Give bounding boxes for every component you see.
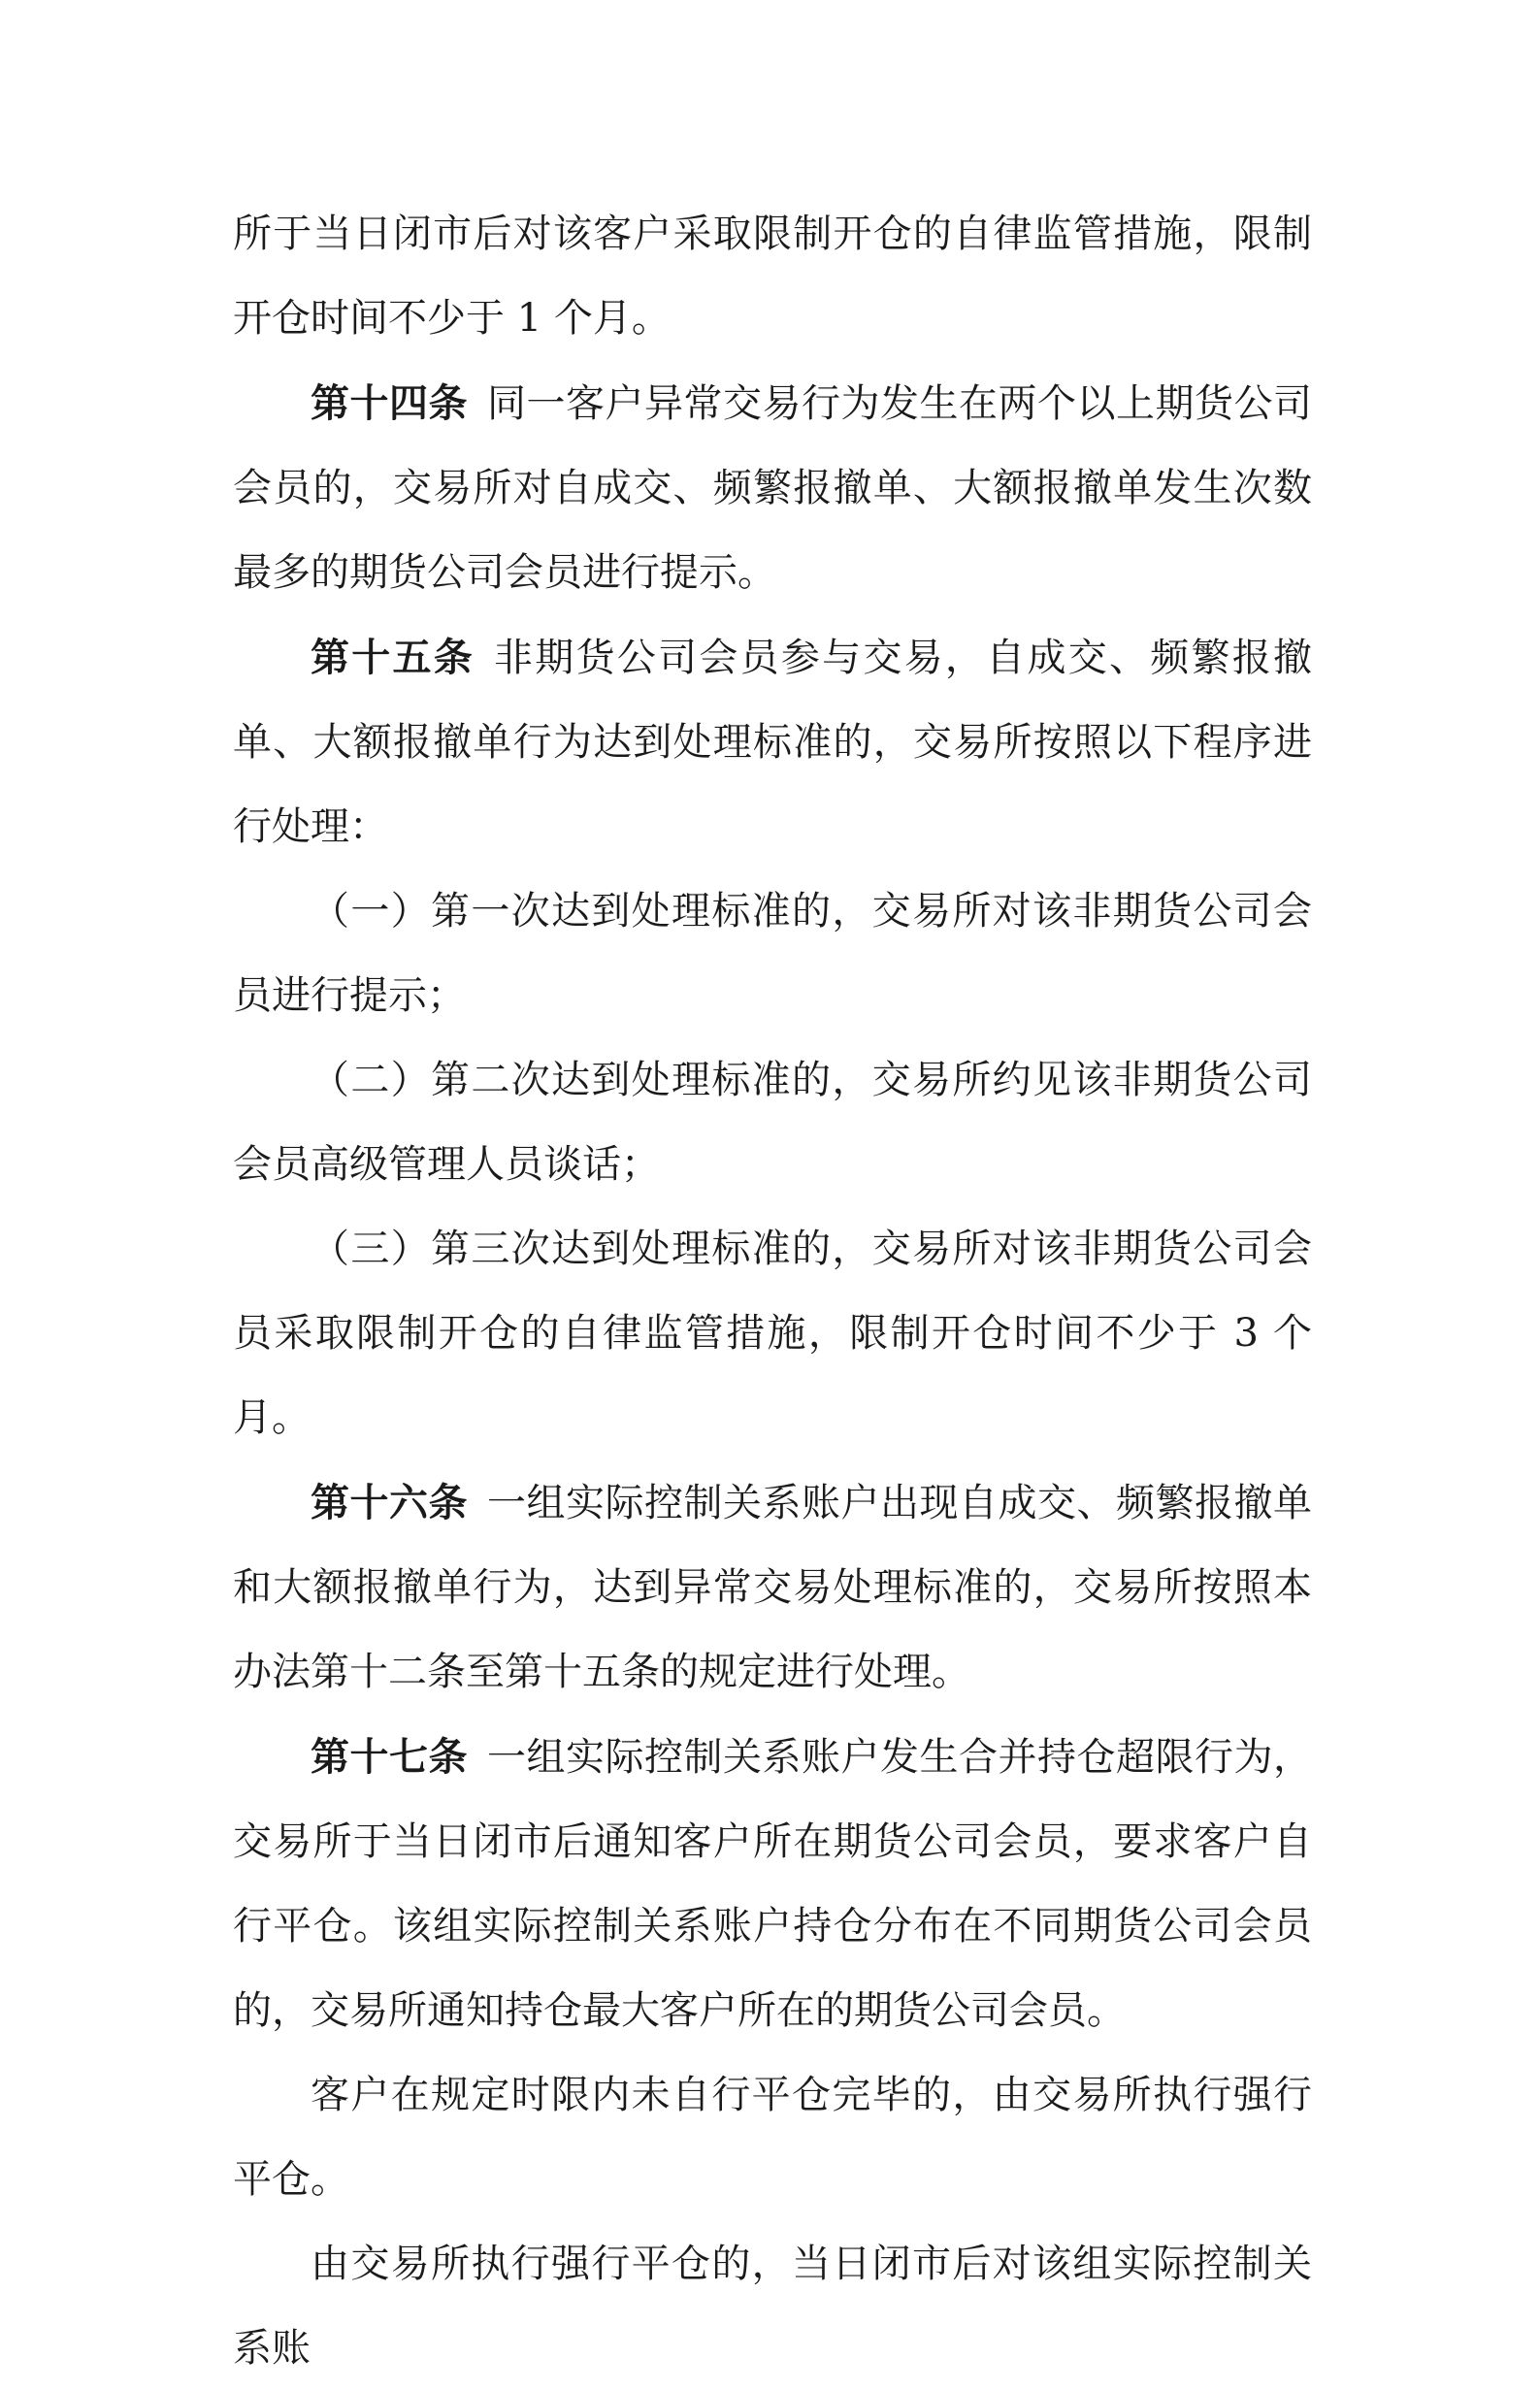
article-17: [233, 1715, 1312, 2053]
paragraph-text: 客户在规定时限内未自行平仓完毕的，由交易所执行强行平仓。: [233, 2073, 1312, 2202]
article-17-para-3: [233, 2222, 1312, 2391]
article-14: [233, 361, 1312, 615]
paragraph-text: （一）第一次达到处理标准的，交易所对该非期货公司会员进行提示；: [233, 889, 1312, 1018]
paragraph-text: 所于当日闭市后对该客户采取限制开仓的自律监管措施，限制开仓时间不少于 1 个月。: [233, 212, 1312, 341]
document-body: [233, 192, 1312, 2391]
article-15-item-3: [233, 1207, 1312, 1460]
paragraph-text: 一组实际控制关系账户出现自成交、频繁报撤单和大额报撤单行为，达到异常交易处理标准的，交易所按照本办法第十二条至第十五条的规定进行处理。: [233, 1481, 1312, 1694]
article-16: [233, 1460, 1312, 1715]
paragraph-continuation: [233, 192, 1312, 361]
paragraph-text: （二）第二次达到处理标准的，交易所约见该非期货公司会员高级管理人员谈话；: [233, 1058, 1312, 1187]
paragraph-text: 由交易所执行强行平仓的，当日闭市后对该组实际控制关系账: [233, 2242, 1312, 2371]
article-heading: 第十四条: [311, 380, 468, 426]
article-15-item-2: [233, 1038, 1312, 1207]
article-heading: 第十七条: [311, 1734, 468, 1780]
paragraph-text: 同一客户异常交易行为发生在两个以上期货公司会员的，交易所对自成交、频繁报撤单、大额报撤单发生次数最多的期货公司会员进行提示。: [233, 381, 1312, 595]
article-heading: 第十五条: [311, 635, 475, 680]
article-15: [233, 615, 1312, 869]
article-15-item-1: [233, 869, 1312, 1038]
article-heading: 第十六条: [311, 1480, 468, 1525]
paragraph-text: 一组实际控制关系账户发生合并持仓超限行为，交易所于当日闭市后通知客户所在期货公司会员，要求客户自行平仓。该组实际控制关系账户持仓分布在不同期货公司会员的，交易所通知持仓最大客户所在的期货公司会员。: [233, 1735, 1312, 2033]
paragraph-text: （三）第三次达到处理标准的，交易所对该非期货公司会员采取限制开仓的自律监管措施，限制开仓时间不少于 3 个月。: [233, 1227, 1312, 1440]
article-17-para-2: [233, 2053, 1312, 2222]
paragraph-text: 非期货公司会员参与交易，自成交、频繁报撤单、大额报撤单行为达到处理标准的，交易所按照以下程序进行处理：: [233, 636, 1313, 849]
